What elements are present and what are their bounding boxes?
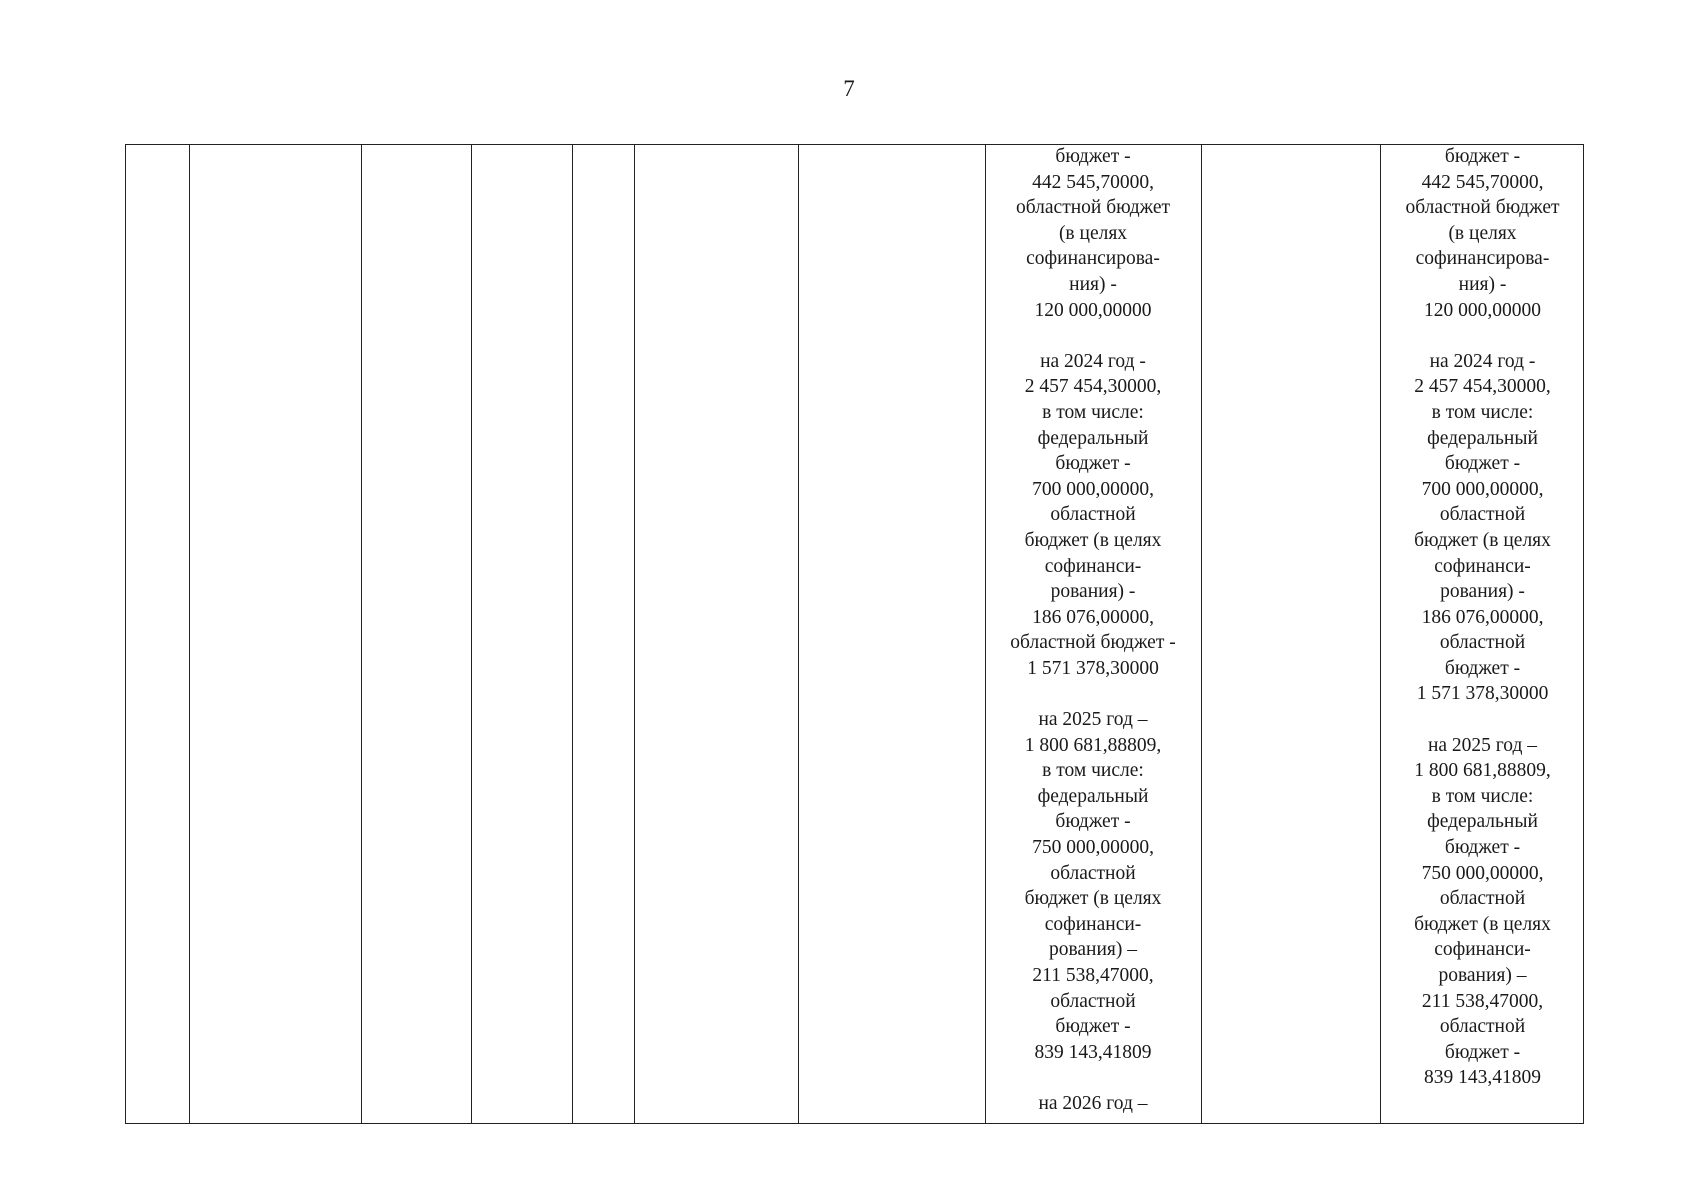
budget-text-line: федеральный (1427, 811, 1538, 833)
budget-text-line: областной бюджет - (1010, 632, 1176, 654)
actual-funding-cell (1380, 144, 1585, 1091)
budget-text-line: 1 571 378,30000 (1416, 683, 1549, 705)
blank-line (985, 681, 1201, 707)
budget-text-line: 186 076,00000, (1032, 606, 1154, 628)
blank-line (1380, 323, 1585, 349)
budget-text-line: на 2025 год – (1038, 709, 1148, 731)
budget-text-line: бюджет - (1444, 657, 1521, 679)
budget-text-line: рования) - (1050, 581, 1136, 603)
budget-text-line: областной (1439, 632, 1526, 654)
budget-text-line: бюджет - (1055, 811, 1131, 833)
budget-text-line: 700 000,00000, (1421, 478, 1544, 500)
budget-text-line: (в целях (1058, 222, 1128, 244)
budget-text-line: областной бюджет (1405, 197, 1560, 219)
budget-text-line: 839 143,41809 (1424, 1067, 1541, 1089)
budget-text-line: ния) - (1069, 273, 1117, 295)
budget-text-line: 2 457 454,30000, (1024, 376, 1162, 398)
column-divider (1201, 145, 1202, 1123)
budget-text-line: софинансирова- (1026, 248, 1160, 270)
budget-text-line: областной (1439, 1016, 1526, 1038)
column-divider (572, 145, 573, 1123)
budget-text-line: бюджет - (1055, 453, 1131, 475)
column-divider (798, 145, 799, 1123)
blank-line (1380, 707, 1585, 733)
budget-text-line: на 2026 год – (1038, 1092, 1148, 1114)
budget-text-line: 442 545,70000, (1032, 171, 1154, 193)
budget-text-line: ния) - (1458, 273, 1507, 295)
budget-text-line: 211 538,47000, (1421, 990, 1544, 1012)
budget-text-line: 442 545,70000, (1421, 171, 1544, 193)
budget-text-line: на 2025 год – (1427, 734, 1538, 756)
blank-line (985, 1065, 1201, 1091)
budget-text-line: софинанси- (1044, 555, 1142, 577)
page-number: 7 (843, 76, 855, 101)
budget-text-line: в том числе: (1431, 401, 1534, 423)
budget-text-line: 2 457 454,30000, (1414, 376, 1551, 398)
budget-table (125, 144, 1584, 1124)
column-divider (361, 145, 362, 1123)
budget-text-line: 1 800 681,88809, (1024, 734, 1162, 756)
budget-text-line: бюджет (в целях (1414, 529, 1551, 551)
budget-text-line: бюджет (в целях (1024, 888, 1162, 910)
budget-text-line: софинанси- (1434, 555, 1531, 577)
budget-text-line: на 2024 год - (1040, 350, 1146, 372)
budget-text-line: областной (1050, 862, 1136, 884)
budget-text-line: бюджет - (1055, 1016, 1131, 1038)
column-divider (189, 145, 190, 1123)
budget-text-line: 120 000,00000 (1424, 299, 1541, 321)
budget-text-line: софинанси- (1434, 939, 1531, 961)
budget-text-line: бюджет - (1444, 1041, 1521, 1063)
column-divider (471, 145, 472, 1123)
budget-text-line: (в целях (1448, 222, 1517, 244)
budget-text-line: областной (1439, 504, 1526, 526)
budget-text-line: федеральный (1037, 427, 1149, 449)
budget-text-line: 1 571 378,30000 (1027, 657, 1159, 679)
budget-text-line: рования) – (1048, 939, 1138, 961)
budget-text-line: федеральный (1037, 785, 1149, 807)
budget-text-line: федеральный (1427, 427, 1538, 449)
budget-text-line: 120 000,00000 (1034, 299, 1152, 321)
column-divider (634, 145, 635, 1123)
planned-funding-cell (985, 144, 1201, 1117)
budget-text-line: 750 000,00000, (1421, 862, 1544, 884)
budget-text-line: рования) – (1438, 965, 1527, 986)
budget-text-line: в том числе: (1042, 760, 1144, 782)
budget-text-line: на 2024 год - (1429, 350, 1536, 372)
budget-text-line: бюджет - (1444, 453, 1521, 475)
budget-text-line: областной (1050, 990, 1136, 1012)
budget-text-line: бюджет (в целях (1024, 529, 1162, 551)
budget-text-line: в том числе: (1042, 401, 1144, 423)
budget-text-line: бюджет - (1055, 146, 1131, 167)
budget-text-line: софинансирова- (1415, 248, 1550, 270)
budget-text-line: бюджет (в целях (1414, 913, 1551, 935)
budget-text-line: 700 000,00000, (1032, 478, 1154, 500)
budget-text-line: 750 000,00000, (1032, 837, 1154, 859)
budget-text-line: 211 538,47000, (1032, 965, 1154, 986)
budget-text-line: софинанси- (1044, 913, 1142, 935)
budget-text-line: рования) - (1440, 581, 1525, 603)
budget-text-line: областной (1050, 504, 1136, 526)
budget-text-line: областной (1439, 888, 1526, 910)
budget-text-line: областной бюджет (1015, 197, 1171, 219)
budget-text-line: 186 076,00000, (1421, 606, 1544, 628)
budget-text-line: бюджет - (1444, 837, 1521, 859)
budget-text-line: 1 800 681,88809, (1414, 760, 1551, 782)
budget-text-line: 839 143,41809 (1034, 1041, 1152, 1063)
budget-text-line: в том числе: (1431, 785, 1534, 807)
blank-line (985, 323, 1201, 349)
budget-text-line: бюджет - (1444, 146, 1521, 167)
